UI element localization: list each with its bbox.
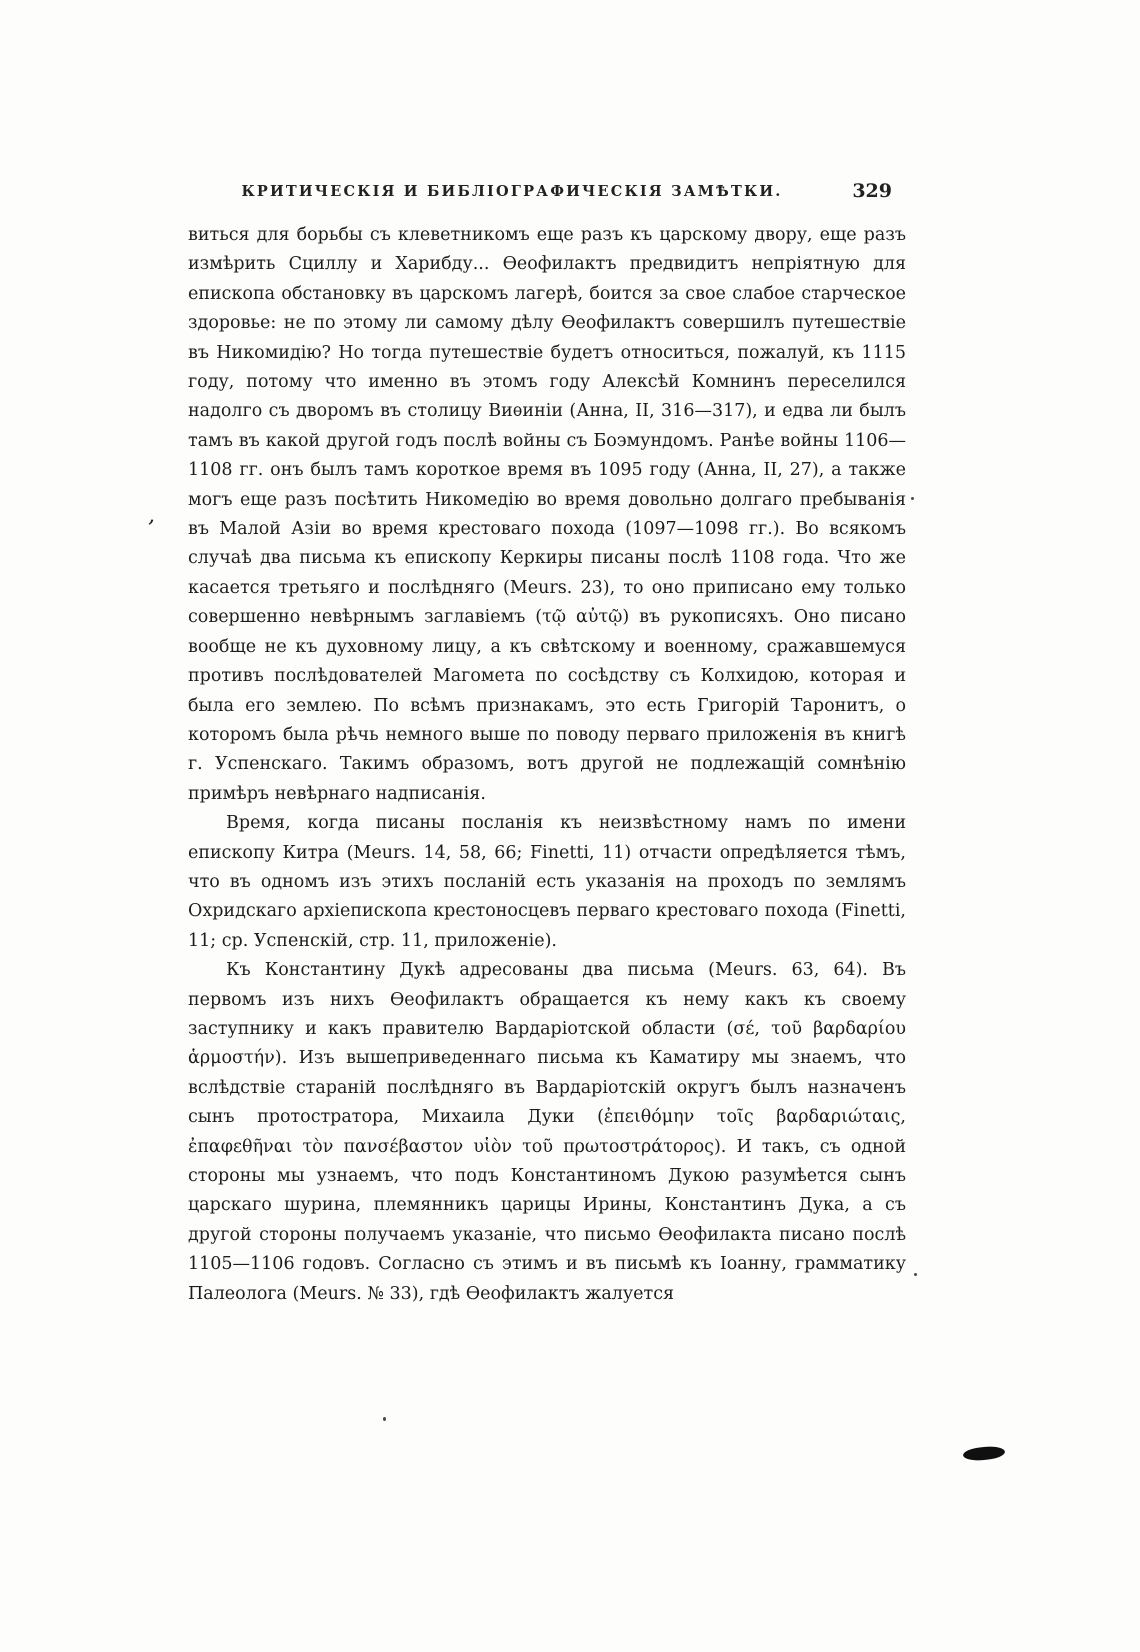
scan-speck [383, 1417, 386, 1421]
margin-ink-mark: , [147, 502, 158, 529]
body-paragraph: Время, когда писаны посланія къ неизвѣстному намъ по имени епископу Китра (Meurs. 14, 58, 66; Finetti, 11) отчасти опредѣляется тѣмъ, что въ одномъ изъ этихъ посланій есть указанія на проходъ по землямъ Охридскаго архіепископа крестоносцевъ перваго крестоваго похода (Finetti, 11; ср. Успенскій, стр. 11, приложеніе). [188, 813, 906, 951]
running-head [188, 180, 906, 206]
page-number: 329 [852, 180, 892, 202]
body-paragraph: виться для борьбы съ клеветникомъ еще разъ къ царскому двору, еще разъ измѣрить Сциллу и Харибду... Ѳеофилактъ предвидитъ непріятную для епископа обстановку въ царскомъ лагерѣ, боится за свое слабое старческое здоровье: не по этому ли самому дѣлу Ѳеофилактъ совершилъ путешествіе въ Никомидію? Но тогда путешествіе будетъ относиться, пожалуй, къ 1115 году, потому что именно въ этомъ году Алексѣй Комнинъ переселился надолго съ дворомъ въ столицу Виѳиніи (Анна, II, 316—317), и едва ли былъ тамъ въ какой другой годъ послѣ войны съ Боэмундомъ. Ранѣе войны 1106—1108 гг. онъ былъ тамъ короткое время въ 1095 году (Анна, II, 27), а также могъ еще разъ посѣтить Никомедію во время довольно долгаго пребыванія въ Малой Азіи во время крестоваго похода (1097—1098 гг.). Во всякомъ случаѣ два письма къ епископу Керкиры писаны послѣ 1108 года. Что же касается третьяго и послѣдняго (Meurs. 23), то оно приписано ему только совершенно невѣрнымъ заглавіемъ (τῷ αὐτῷ) въ рукописяхъ. Оно писано вообще не къ духовному лицу, а къ свѣтскому и военному, сражавшемуся противъ послѣдователей Магомета по сосѣдству съ Колхидою, которая и была его землею. По всѣмъ признакамъ, это есть Григорій Таронитъ, о которомъ была рѣчь немного выше по поводу перваго приложенія въ книгѣ г. Успенскаго. Такимъ образомъ, вотъ другой не подлежащій сомнѣнію примѣръ невѣрнаго надписанія. [188, 225, 906, 804]
scan-speck [914, 1273, 917, 1276]
ink-smudge [963, 1445, 1006, 1462]
running-head-title: КРИТИЧЕСКІЯ И БИБЛІОГРАФИЧЕСКІЯ ЗАМѢТКИ. [241, 183, 783, 200]
body-text [188, 221, 906, 1309]
scan-speck [911, 497, 914, 500]
body-paragraph: Къ Константину Дукѣ адресованы два письма (Meurs. 63, 64). Въ первомъ изъ нихъ Ѳеофилактъ обращается къ нему какъ къ своему заступнику и какъ правителю Вардаріотской области (σέ, τοῦ βαρδαρίου ἁρμοστήν). Изъ вышеприведеннаго письма къ Каматиру мы знаемъ, что вслѣдствіе стараній послѣдняго въ Вардаріотскій округъ былъ назначенъ сынъ протостратора, Михаила Дуки (ἐπειθόμην τοῖς βαρδαριώταις, ἐπαφεθῆναι τὸν πανσέβαστον υἱὸν τοῦ πρωτοστράτορος). И такъ, съ одной стороны мы узнаемъ, что подъ Константиномъ Дукою разумѣется сынъ царскаго шурина, племянникъ царицы Ирины, Константинъ Дука, а съ другой стороны получаемъ указаніе, что письмо Ѳеофилакта писано послѣ 1105—1106 годовъ. Согласно съ этимъ и въ письмѣ къ Іоанну, грамматику Палеолога (Meurs. № 33), гдѣ Ѳеофилактъ жалуется [188, 960, 906, 1304]
